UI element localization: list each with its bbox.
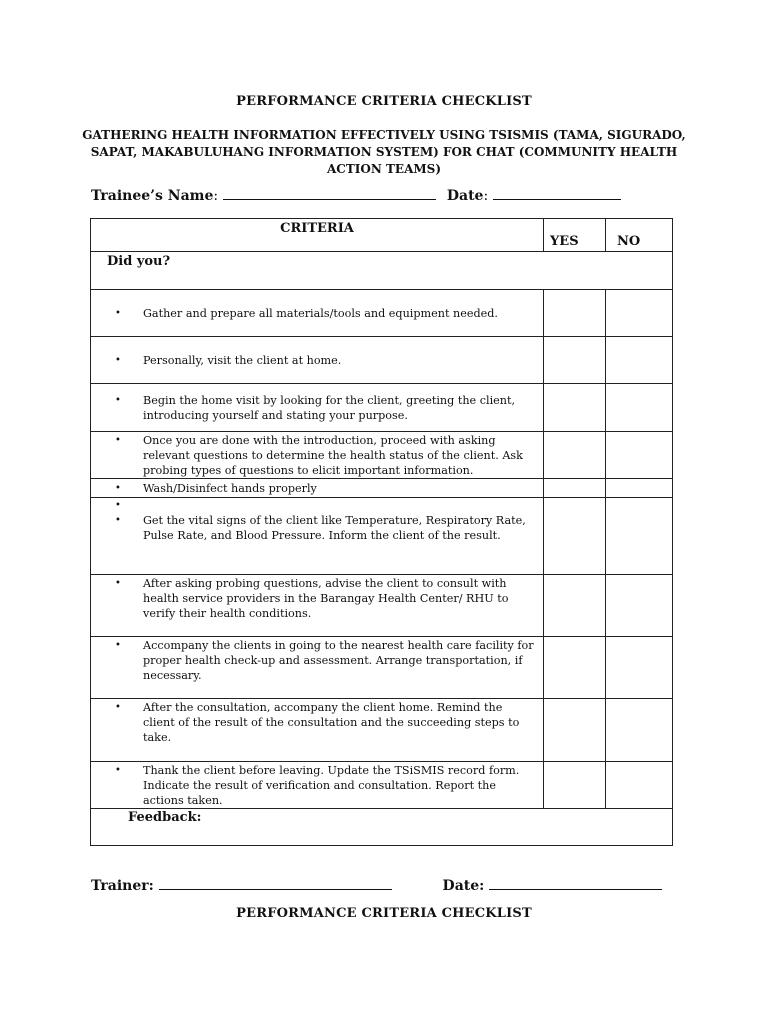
yes-checkbox-cell[interactable] xyxy=(544,337,606,384)
footer-title: PERFORMANCE CRITERIA CHECKLIST xyxy=(236,906,532,921)
criterion-cell xyxy=(91,762,544,809)
bullet: • xyxy=(115,765,121,776)
yes-checkbox-cell[interactable] xyxy=(544,290,606,337)
criterion-text: Wash/Disinfect hands properly xyxy=(143,481,317,495)
bullet: • xyxy=(115,435,121,446)
feedback-row xyxy=(91,809,673,846)
feedback-label: Feedback: xyxy=(128,810,202,825)
yes-checkbox-cell[interactable] xyxy=(544,498,606,575)
yes-checkbox-cell[interactable] xyxy=(544,479,606,498)
criterion-cell xyxy=(91,498,544,575)
criterion-text: Once you are done with the introduction, proceed with asking relevant questions to determine the health status of the client. Ask probing types of questions to elicit important information. xyxy=(143,434,523,477)
did-you-row xyxy=(91,252,673,290)
bullet: • xyxy=(115,515,121,526)
no-checkbox-cell[interactable] xyxy=(606,432,673,479)
table-row xyxy=(91,575,673,637)
no-checkbox-cell[interactable] xyxy=(606,762,673,809)
bullet: • xyxy=(115,354,121,366)
criterion-cell xyxy=(91,290,544,337)
criteria-header: CRITERIA xyxy=(91,219,544,252)
bullet: • xyxy=(115,394,121,406)
no-checkbox-cell[interactable] xyxy=(606,479,673,498)
trainee-row xyxy=(91,187,691,204)
criterion-cell xyxy=(91,699,544,762)
trainer-label: Trainer: xyxy=(91,878,154,894)
table-row xyxy=(91,290,673,337)
yes-checkbox-cell[interactable] xyxy=(544,762,606,809)
criterion-cell xyxy=(91,337,544,384)
criterion-text: Begin the home visit by looking for the client, greeting the client, introducing yourself and stating your purpose. xyxy=(143,393,516,422)
no-header: NO xyxy=(606,219,673,252)
bullet: • xyxy=(115,578,121,589)
footer-date-field[interactable] xyxy=(489,877,662,890)
criterion-text: Gather and prepare all materials/tools and equipment needed. xyxy=(143,306,498,320)
criterion-cell xyxy=(91,575,544,637)
criterion-cell xyxy=(91,479,544,498)
criterion-text: Accompany the clients in going to the nearest health care facility for proper health check-up and assessment. Arrange transportation, if necessary. xyxy=(143,639,534,682)
bullet: • xyxy=(115,640,121,651)
page-title: PERFORMANCE CRITERIA CHECKLIST xyxy=(236,94,532,109)
yes-checkbox-cell[interactable] xyxy=(544,432,606,479)
trainee-colon: : xyxy=(213,188,219,204)
no-checkbox-cell[interactable] xyxy=(606,575,673,637)
no-checkbox-cell[interactable] xyxy=(606,337,673,384)
table-row xyxy=(91,637,673,699)
feedback-field[interactable] xyxy=(91,809,673,846)
trainee-name-label: Trainee’s Name xyxy=(91,188,214,204)
criterion-text: Personally, visit the client at home. xyxy=(143,353,342,367)
table-row xyxy=(91,337,673,384)
criterion-cell xyxy=(91,432,544,479)
no-checkbox-cell[interactable] xyxy=(606,290,673,337)
no-checkbox-cell[interactable] xyxy=(606,384,673,432)
table-row xyxy=(91,762,673,809)
date-field[interactable] xyxy=(493,187,621,200)
criterion-text: Get the vital signs of the client like Temperature, Respiratory Rate, Pulse Rate, and Blood Pressure. Inform the client of the result. xyxy=(143,514,526,542)
bullet: • xyxy=(115,482,121,494)
table-header-row xyxy=(91,219,673,252)
table-row xyxy=(91,432,673,479)
criterion-cell xyxy=(91,637,544,699)
table-row xyxy=(91,699,673,762)
criteria-table xyxy=(90,218,673,846)
yes-checkbox-cell[interactable] xyxy=(544,637,606,699)
yes-checkbox-cell[interactable] xyxy=(544,575,606,637)
yes-checkbox-cell[interactable] xyxy=(544,699,606,762)
trainee-name-field[interactable] xyxy=(223,187,436,200)
criterion-text: After asking probing questions, advise the client to consult with health service providers in the Barangay Health Center/ RHU to verify their health conditions. xyxy=(143,577,509,620)
bullet: • xyxy=(115,500,121,511)
table-row xyxy=(91,384,673,432)
trainer-row xyxy=(91,877,691,894)
date-colon: : xyxy=(483,188,489,204)
criterion-cell xyxy=(91,384,544,432)
yes-checkbox-cell[interactable] xyxy=(544,384,606,432)
table-row xyxy=(91,498,673,575)
trainer-field[interactable] xyxy=(159,877,392,890)
bullet: • xyxy=(115,307,121,319)
bullet: • xyxy=(115,702,121,713)
criterion-text: After the consultation, accompany the client home. Remind the client of the result of the consultation and the succeeding steps to take. xyxy=(143,701,520,744)
criterion-text: Thank the client before leaving. Update the TSiSMIS record form. Indicate the result of verification and consultation. Report the actions taken. xyxy=(143,764,520,807)
date-label: Date xyxy=(446,188,484,204)
no-checkbox-cell[interactable] xyxy=(606,699,673,762)
footer-date-label: Date: xyxy=(442,878,485,894)
page-subtitle: GATHERING HEALTH INFORMATION EFFECTIVELY USING TSISMIS (TAMA, SIGURADO, SAPAT, MAKABULUHANG INFORMATION SYSTEM) FOR CHAT (COMMUNITY HEALTH ACTION TEAMS) xyxy=(82,128,686,176)
did-you-label: Did you? xyxy=(91,252,673,290)
no-checkbox-cell[interactable] xyxy=(606,637,673,699)
table-row xyxy=(91,479,673,498)
no-checkbox-cell[interactable] xyxy=(606,498,673,575)
yes-header: YES xyxy=(544,219,606,252)
